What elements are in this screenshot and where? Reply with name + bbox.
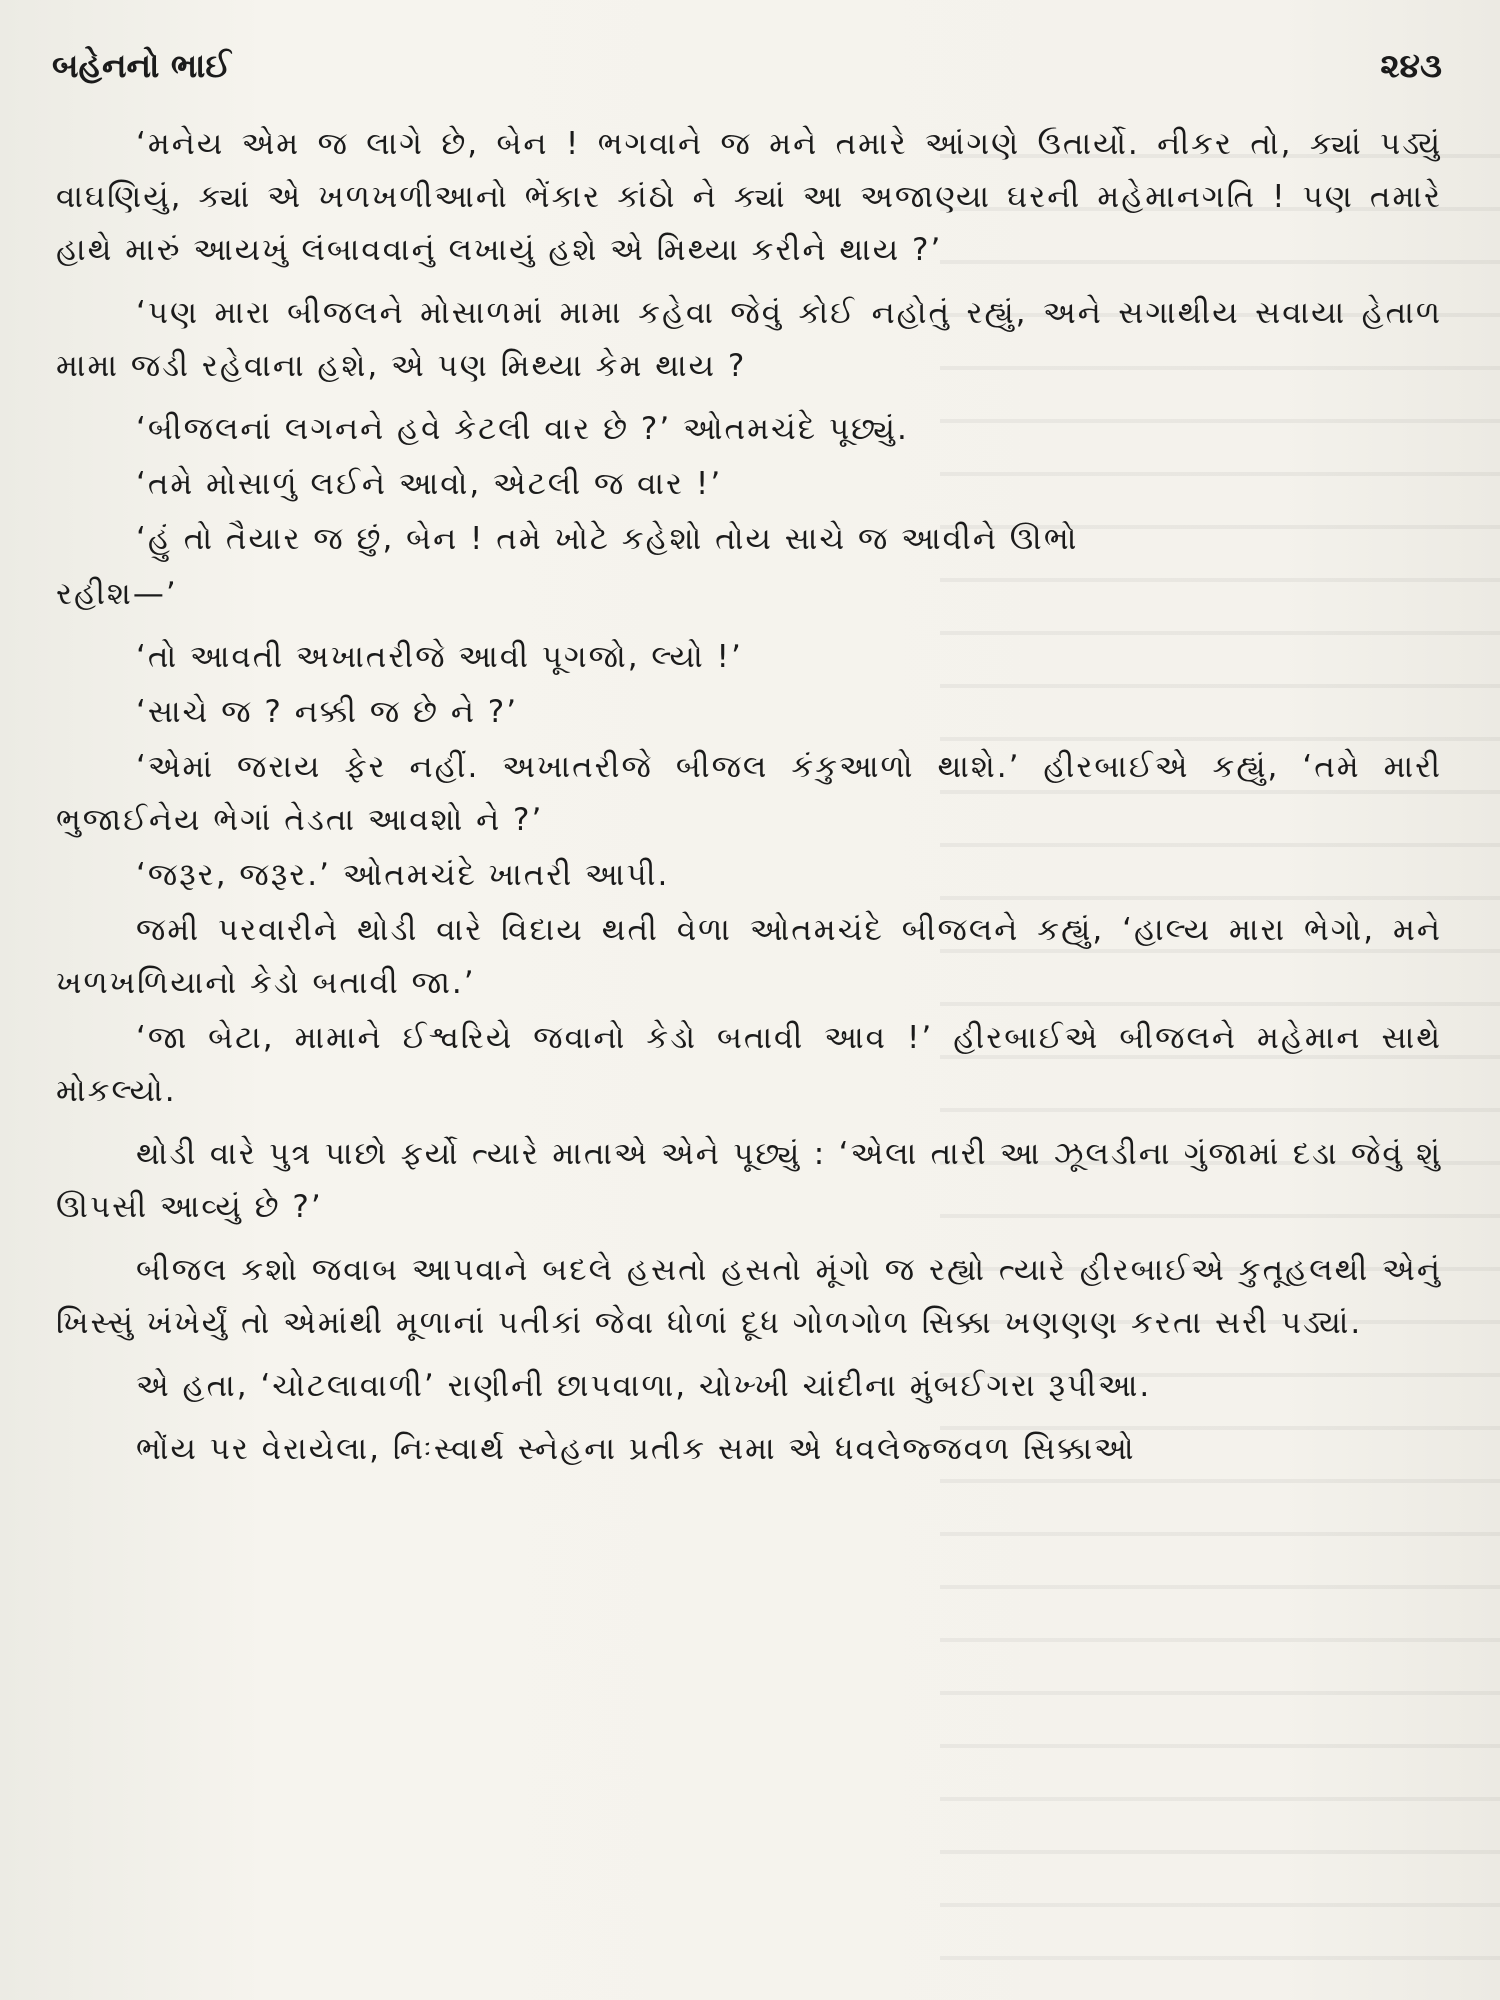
page-body bbox=[56, 118, 1442, 1486]
paragraph: ‘જરૂર, જરૂર.’ ઓતમચંદે ખાતરી આપી. bbox=[136, 857, 670, 893]
page-number: ૨૪૩ bbox=[1380, 46, 1442, 85]
paragraph: ‘પણ મારા બીજલને મોસાળમાં મામા કહેવા જેવું કોઈ નહોતું રહ્યું, અને સગાથીય સવાયા હેતાળ મામા જડી રહેવાના હશે, એ પણ મિથ્યા કેમ થાય ? bbox=[56, 295, 1442, 384]
paragraph: ‘બીજલનાં લગનને હવે કેટલી વાર છે ?’ ઓતમચંદે પૂછ્યું. bbox=[136, 411, 909, 447]
paragraph: થોડી વારે પુત્ર પાછો ફર્યો ત્યારે માતાએ એને પૂછ્યું : ‘એલા તારી આ ઝૂલડીના ગુંજામાં દડા જેવું શું ઊપસી આવ્યું છે ?’ bbox=[56, 1136, 1442, 1225]
paragraph: ‘હું તો તૈયાર જ છું, બેન ! તમે ખોટે કહેશો તોય સાચે જ આવીને ઊભો bbox=[136, 521, 1079, 557]
page-header bbox=[52, 36, 1442, 96]
paragraph: ‘જા બેટા, મામાને ઈશ્વરિયે જવાનો કેડો બતાવી આવ !’ હીરબાઈએ બીજલને મહેમાન સાથે મોકલ્યો. bbox=[56, 1020, 1442, 1109]
paragraph: ‘સાચે જ ? નક્કી જ છે ને ?’ bbox=[136, 694, 519, 730]
paragraph: બીજલ કશો જવાબ આપવાને બદલે હસતો હસતો મૂંગો જ રહ્યો ત્યારે હીરબાઈએ કુતૂહલથી એનું ખિસ્સું ખંખેર્યું તો એમાંથી મૂળાનાં પતીકાં જેવા ધોળાં દૂધ ગોળગોળ સિક્કા ખણણણ કરતા સરી પડ્યાં. bbox=[56, 1252, 1442, 1341]
paragraph: એ હતા, ‘ચોટલાવાળી’ રાણીની છાપવાળા, ચોખ્ખી ચાંદીના મુંબઈગરા રૂપીઆ. bbox=[136, 1368, 1152, 1404]
paragraph: ભોંય પર વેરાયેલા, નિઃસ્વાર્થ સ્નેહના પ્રતીક સમા એ ધવલેજ્જવળ સિક્કાઓ bbox=[136, 1431, 1136, 1467]
paragraph: ‘મનેય એમ જ લાગે છે, બેન ! ભગવાને જ મને તમારે આંગણે ઉતાર્યો. નીકર તો, ક્યાં પડ્યું વાઘણિયું, ક્યાં એ ખળખળીઆનો ભેંકાર કાંઠો ને ક્યાં આ અજાણ્યા ઘરની મહેમાનગતિ ! પણ તમારે હાથે મારું આયખું લંબાવવાનું લખાયું હશે એ મિથ્યા કરીને થાય ?’ bbox=[56, 126, 1442, 268]
paragraph: ‘તમે મોસાળું લઈને આવો, એટલી જ વાર !’ bbox=[136, 466, 723, 502]
running-title: બહેનનો ભાઈ bbox=[52, 46, 231, 85]
paragraph: ‘એમાં જરાય ફેર નહીં. અખાતરીજે બીજલ કંકુઆળો થાશે.’ હીરબાઈએ કહ્યું, ‘તમે મારી ભુજાઈનેય ભેગાં તેડતા આવશો ને ?’ bbox=[56, 749, 1442, 838]
paragraph: રહીશ—’ bbox=[56, 576, 178, 612]
paragraph: જમી પરવારીને થોડી વારે વિદાય થતી વેળા ઓતમચંદે બીજલને કહ્યું, ‘હાલ્ય મારા ભેગો, મને ખળખળિયાનો કેડો બતાવી જા.’ bbox=[56, 912, 1442, 1001]
paragraph: ‘તો આવતી અખાતરીજે આવી પૂગજો, લ્યો !’ bbox=[136, 639, 743, 675]
